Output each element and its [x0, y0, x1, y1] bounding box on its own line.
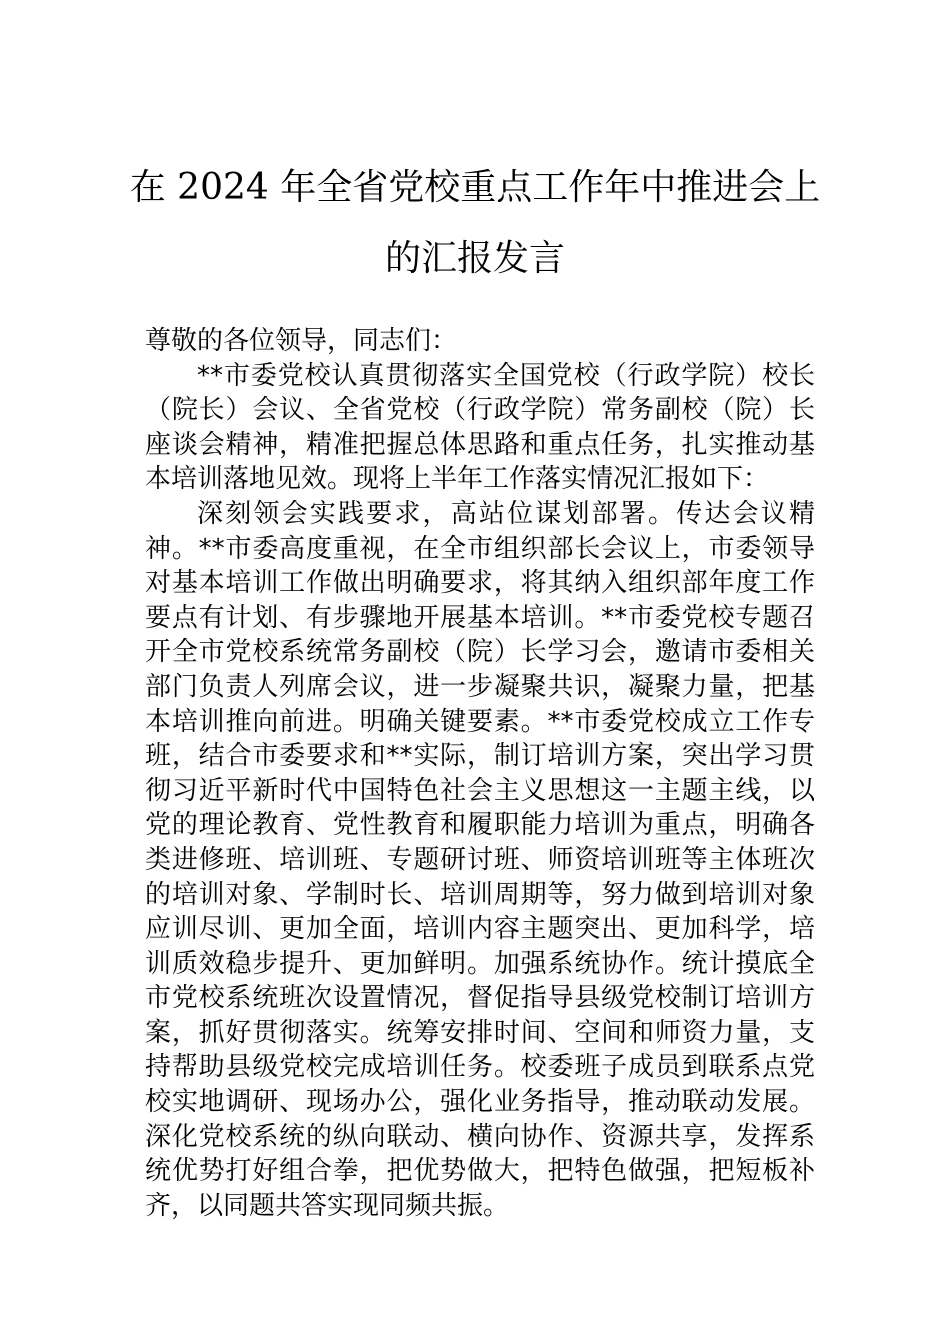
document-title-line-2: 的汇报发言 [384, 238, 565, 279]
document-title-line-1: 在 2024 年全省党校重点工作年中推进会上 [129, 167, 821, 208]
paragraph-intro: **市委党校认真贯彻落实全国党校（行政学院）校长（院长）会议、全省党校（行政学院）常务副校（院）长座谈会精神，精准把握总体思路和重点任务，扎实推动基本培训落地见效。现将上半年工作落实情况汇报如下： [145, 360, 815, 495]
document-body [145, 324, 815, 1223]
salutation: 尊敬的各位领导，同志们： [145, 326, 458, 356]
paragraph-deployment: 深刻领会实践要求，高站位谋划部署。传达会议精神。**市委高度重视，在全市组织部长会议上，市委领导对基本培训工作做出明确要求，将其纳入组织部年度工作要点有计划、有步骤地开展基本培训。**市委党校专题召开全市党校系统常务副校（院）长学习会，邀请市委相关部门负责人列席会议，进一步凝聚共识，凝聚力量，把基本培训推向前进。明确关键要素。**市委党校成立工作专班，结合市委要求和**实际，制订培训方案，突出学习贯彻习近平新时代中国特色社会主义思想这一主题主线，以党的理论教育、党性教育和履职能力培训为重点，明确各类进修班、培训班、专题研讨班、师资培训班等主体班次的培训对象、学制时长、培训周期等，努力做到培训对象应训尽训、更加全面，培训内容主题突出、更加科学，培训质效稳步提升、更加鲜明。加强系统协作。统计摸底全市党校系统班次设置情况，督促指导县级党校制订培训方案，抓好贯彻落实。统筹安排时间、空间和师资力量，支持帮助县级党校完成培训任务。校委班子成员到联系点党校实地调研、现场办公，强化业务指导，推动联动发展。深化党校系统的纵向联动、横向协作、资源共享，发挥系统优势打好组合拳，把优势做大，把特色做强，把短板补齐，以同题共答实现同频共振。 [145, 498, 815, 1221]
